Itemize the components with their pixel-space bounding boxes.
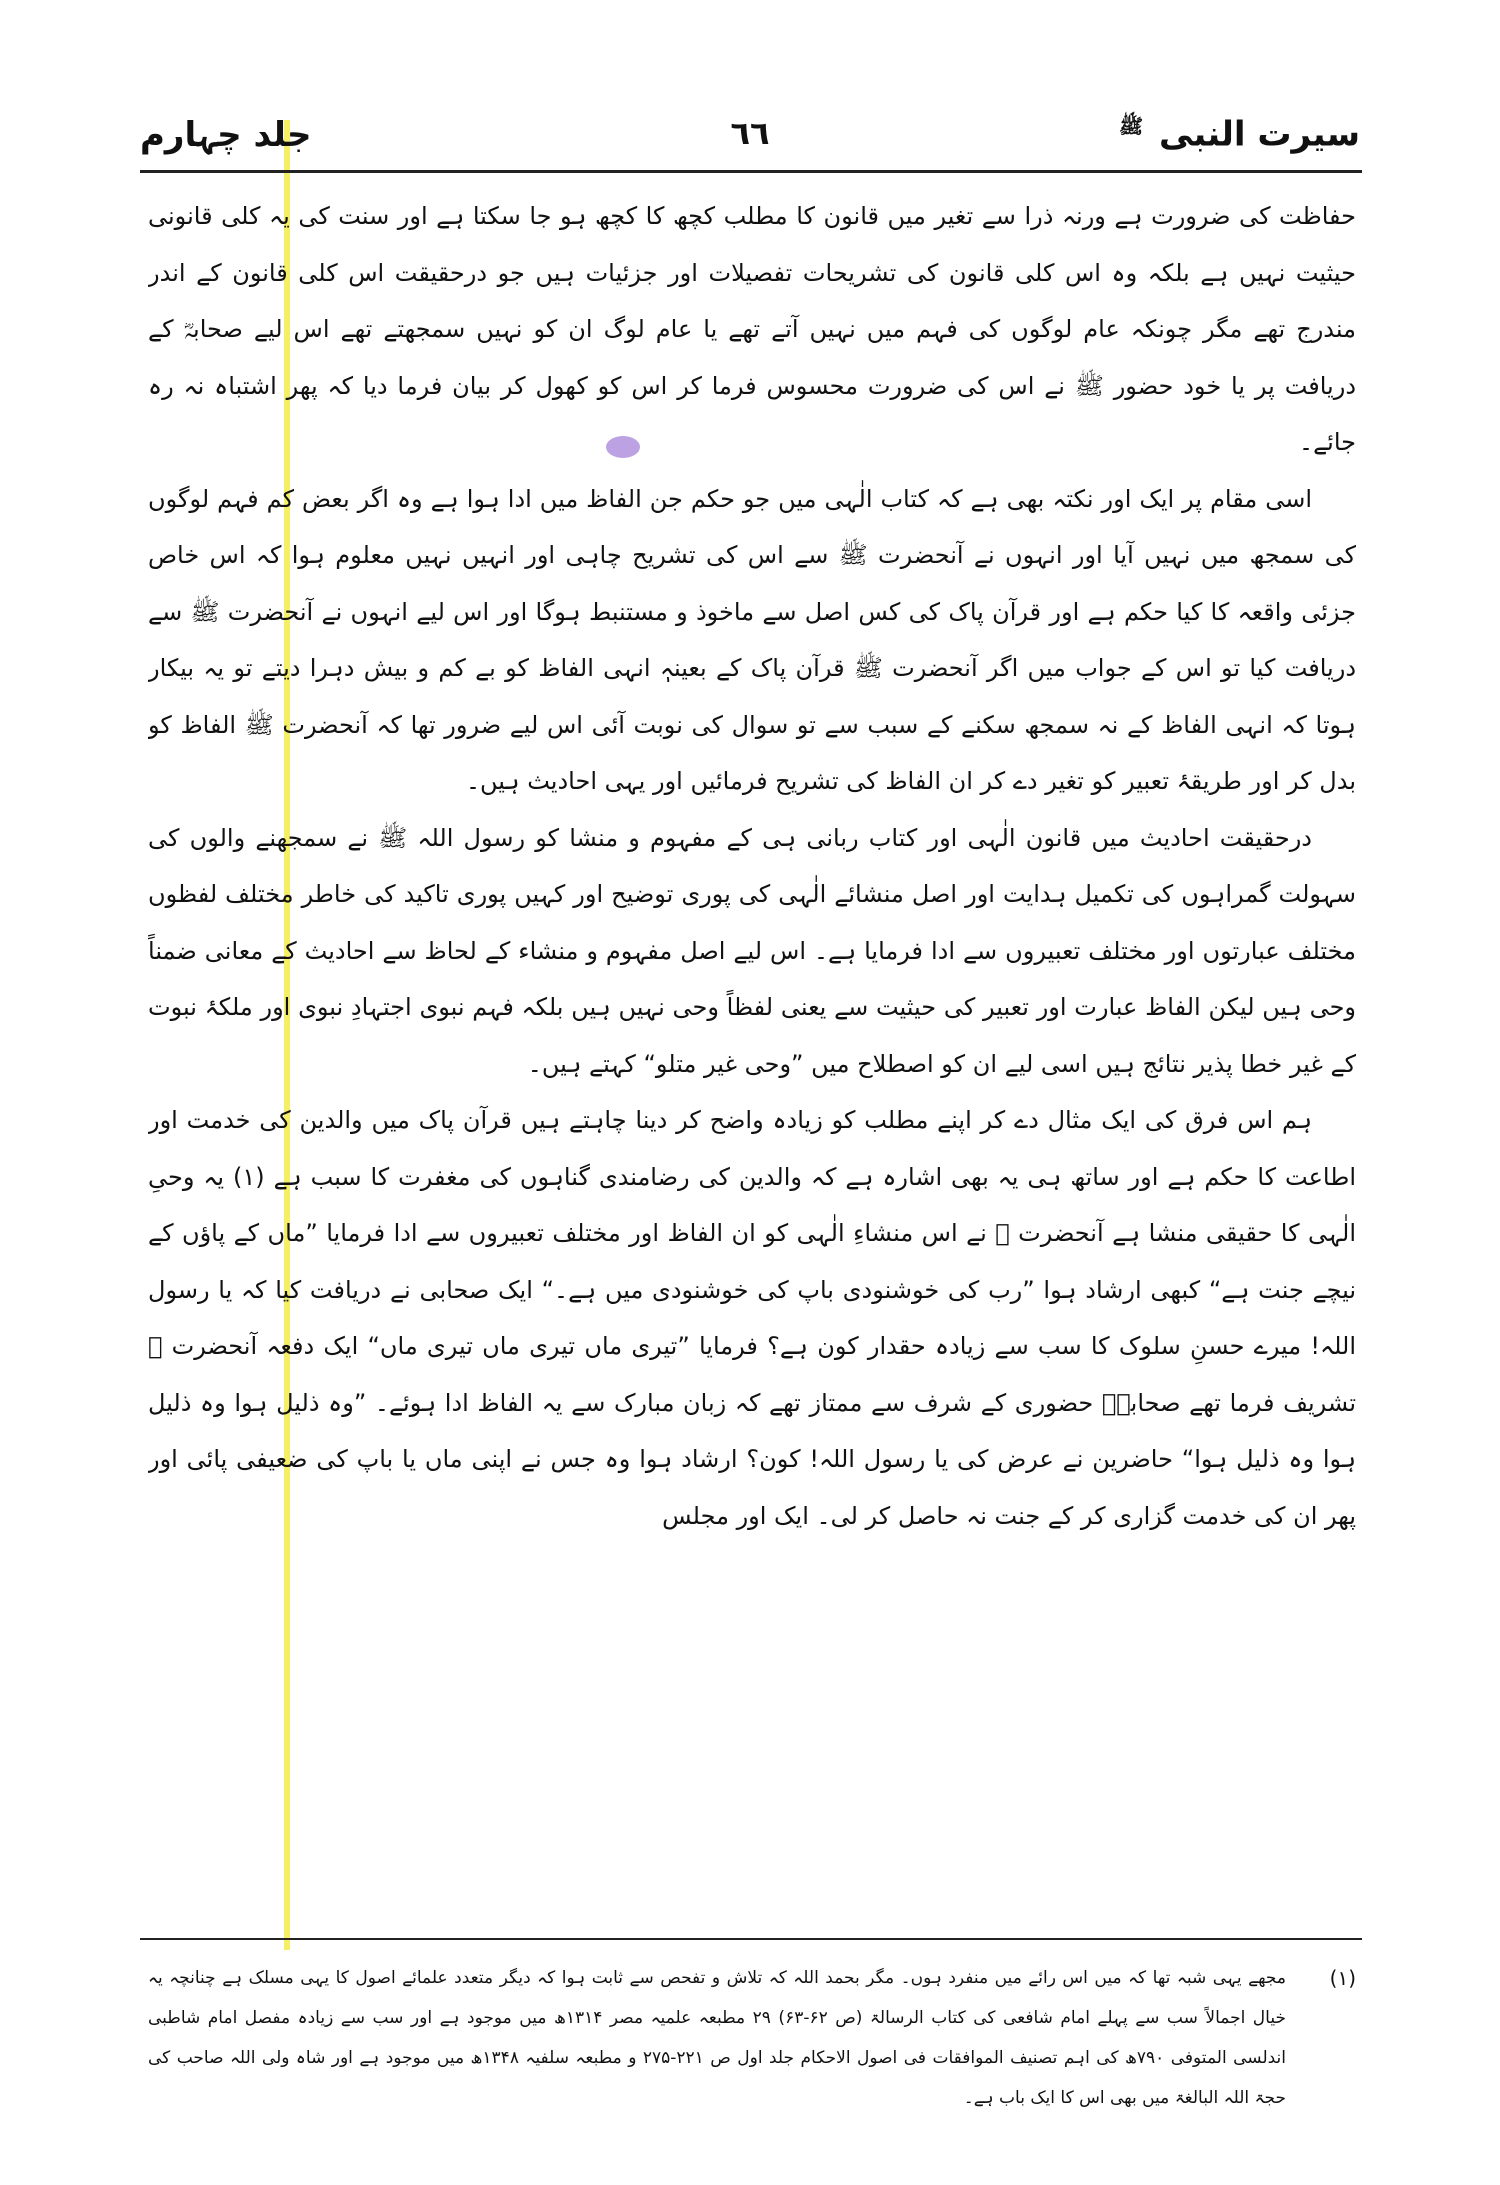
page-number: ٦٦ — [730, 114, 770, 152]
volume-label: جلد چہارم — [140, 115, 312, 155]
footnote-divider — [140, 1938, 1362, 1940]
book-title-text: سیرت النبی — [1158, 114, 1360, 155]
paragraph: حفاظت کی ضرورت ہے ورنہ ذرا سے تغیر میں قانون کا مطلب کچھ کا کچھ ہو جا سکتا ہے اور سنت کی یہ کلی قانونی حیثیت نہیں ہے بلکہ وہ اس کلی قانون کی تشریحات تفصیلات اور جزئیات ہیں جو درحقیقت اس کلی قانون کے اندر مندرج تھے مگر چونکہ عام لوگوں کی فہم میں نہیں آتے تھے یا عام لوگ ان کو نہیں سمجھتے تھے اس لیے صحابہؓ کے دریافت پر یا خود حضور ﷺ نے اس کی ضرورت محسوس فرما کر اس کو کھول کر بیان فرما دیا کہ پھر اشتباہ نہ رہ جائے۔ — [148, 202, 1356, 456]
paragraph: درحقیقت احادیث میں قانون الٰہی اور کتاب ربانی ہی کے مفہوم و منشا کو رسول اللہ ﷺ نے سمجھنے والوں کی سہولت گمراہوں کی تکمیل ہدایت اور اصل منشائے الٰہی کی پوری توضیح اور کہیں پوری تاکید کی خاطر مختلف لفظوں مختلف عبارتوں اور مختلف تعبیروں سے ادا فرمایا ہے۔ اس لیے اصل مفہوم و منشاء کے لحاظ سے احادیث کے معانی ضمناً وحی ہیں لیکن الفاظ عبارت اور تعبیر کی حیثیت سے یعنی لفظاً وحی نہیں ہیں بلکہ فہم نبوی اجتہادِ نبوی اور ملکۂ نبوت کے غیر خطا پذیر نتائج ہیں اسی لیے ان کو اصطلاح میں ”وحی غیر متلو“ کہتے ہیں۔ — [148, 823, 1356, 1078]
main-text — [148, 188, 1356, 1923]
paragraph: اسی مقام پر ایک اور نکتہ بھی ہے کہ کتاب الٰہی میں جو حکم جن الفاظ میں ادا ہوا ہے وہ اگر بعض کم فہم لوگوں کی سمجھ میں نہیں آیا اور انہوں نے آنحضرت ﷺ سے اس کی تشریح چاہی اور انہیں نہیں معلوم ہوا کہ اس خاص جزئی واقعہ کا کیا حکم ہے اور قرآن پاک کی کس اصل سے ماخوذ و مستنبط ہوگا اور اس لیے انہوں نے آنحضرت ﷺ سے دریافت کیا تو اس کے جواب میں اگر آنحضرت ﷺ قرآن پاک کے بعینہٖ انہی الفاظ کو بے کم و بیش دہرا دیتے تو یہ بیکار ہوتا کہ انہی الفاظ کے نہ سمجھ سکنے کے سبب سے تو سوال کی نوبت آئی اس لیے ضرور تھا کہ آنحضرت ﷺ الفاظ کو بدل کر اور طریقۂ تعبیر کو تغیر دے کر ان الفاظ کی تشریح فرمائیں اور یہی احادیث ہیں۔ — [148, 484, 1356, 795]
paragraph: ہم اس فرق کی ایک مثال دے کر اپنے مطلب کو زیادہ واضح کر دینا چاہتے ہیں قرآن پاک میں والدین کی خدمت اور اطاعت کا حکم ہے اور ساتھ ہی یہ بھی اشارہ ہے کہ والدین کی رضامندی گناہوں کی مغفرت کا سبب ہے (۱) یہ وحیِ الٰہی کا حقیقی منشا ہے آنحضرت ﷺ نے اس منشاءِ الٰہی کو ان الفاظ اور مختلف تعبیروں سے ادا فرمایا ”ماں کے پاؤں کے نیچے جنت ہے“ کبھی ارشاد ہوا ”رب کی خوشنودی باپ کی خوشنودی میں ہے۔“ ایک صحابی نے دریافت کیا کہ یا رسول اللہ! میرے حسنِ سلوک کا سب سے زیادہ حقدار کون ہے؟ فرمایا ”تیری ماں تیری ماں تیری ماں“ ایک دفعہ آنحضرت ﷺ تشریف فرما تھے صحابہؓ حضوری کے شرف سے ممتاز تھے کہ زبان مبارک سے یہ الفاظ ادا ہوئے۔ ”وہ ذلیل ہوا وہ ذلیل ہوا وہ ذلیل ہوا“ حاضرین نے عرض کی یا رسول اللہ! کون؟ ارشاد ہوا وہ جس نے اپنی ماں یا باپ کی ضعیفی پائی اور پھر ان کی خدمت گزاری کر کے جنت نہ حاصل کر لی۔ ایک اور مجلس — [148, 1106, 1356, 1530]
footnote-marker: (۱) — [1329, 1966, 1356, 1990]
header-divider — [140, 170, 1362, 173]
page-header — [140, 110, 1360, 170]
salutation-glyph: ﷺ — [1118, 114, 1144, 138]
footnote-text: مجھے یہی شبہ تھا کہ میں اس رائے میں منفرد ہوں۔ مگر بحمد اللہ کہ تلاش و تفحص سے ثابت ہوا کہ دیگر متعدد علمائے اصول کا یہی مسلک ہے چنانچہ یہ خیال اجمالاً سب سے پہلے امام شافعی کی کتاب الرسالۃ (ص ۶۲-۶۳) ۲۹ مطبعہ علمیہ مصر ۱۳۱۴ھ میں موجود ہے اور سب سے زیادہ مفصل امام شاطبی اندلسی المتوفی ۷۹۰ھ کی اہم تصنیف الموافقات فی اصول الاحکام جلد اول ص ۲۲۱-۲۷۵ و مطبعہ سلفیہ ۱۳۴۸ھ میں موجود ہے اور شاہ ولی اللہ صاحب کی حجۃ اللہ البالغۃ میں بھی اس کا ایک باب ہے۔ — [148, 1968, 1287, 2108]
book-title — [1119, 114, 1360, 154]
footnotes — [148, 1958, 1356, 2148]
